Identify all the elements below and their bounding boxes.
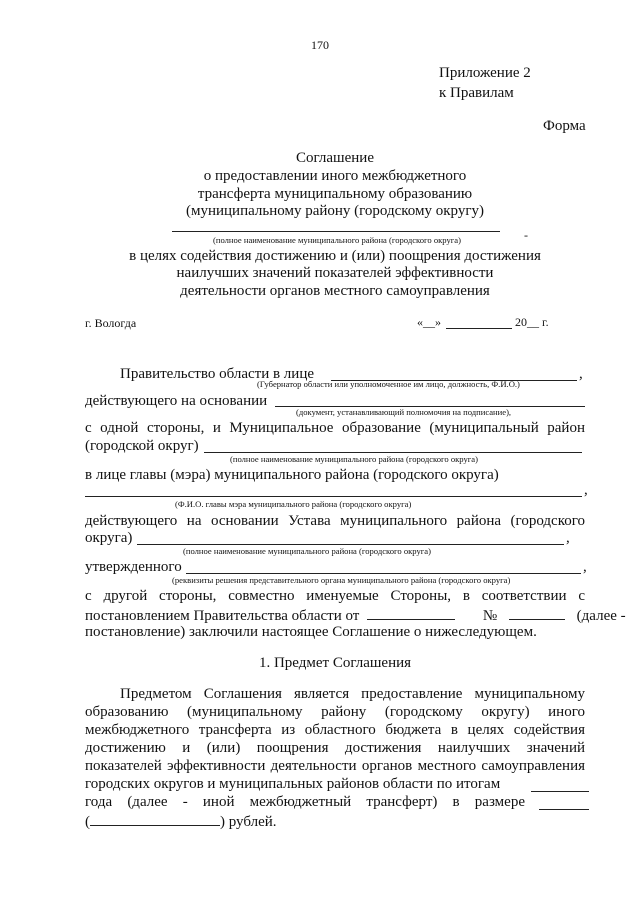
parties-line-2: действующего на основании	[85, 393, 268, 409]
parties-line-11-end: (далее -	[576, 608, 626, 624]
title-caption: (полное наименование муниципального района (городского округа)	[213, 235, 461, 245]
parties-line-8-comma: ,	[566, 530, 570, 546]
title-dash: -	[524, 228, 528, 242]
title-line-7: деятельности органов местного самоуправления	[180, 283, 490, 299]
section-1-line-3: межбюджетного трансферта из областного бюджета в целях содействия	[85, 722, 585, 738]
date-year: 20__ г.	[515, 315, 549, 329]
caption-municipality-1: (полное наименование муниципального района (городского округа)	[230, 454, 478, 464]
date-month-line	[446, 328, 512, 329]
section-1-line-1: Предметом Соглашения является предоставление муниципальному	[120, 686, 585, 702]
section-1-year-blank	[531, 791, 589, 792]
title-line-4: (муниципальному району (городскому округу)	[185, 203, 485, 219]
appendix-line-1: Приложение 2	[439, 65, 531, 81]
caption-governor: (Губернатор области или уполномоченное им лицо, должность, Ф.И.О.)	[257, 379, 520, 389]
amount-words-blank	[90, 812, 220, 826]
parties-line-10: с другой стороны, совместно именуемые Стороны, в соответствии с	[85, 588, 585, 604]
section-1-amount-blank	[539, 809, 589, 810]
date-day: «__»	[417, 315, 441, 329]
parties-line-3: с одной стороны, и Муниципальное образование (муниципальный район	[85, 420, 585, 436]
section-1-line-4: достижению и (или) поощрения достижения наилучших значений	[85, 740, 585, 756]
parties-line-9-comma: ,	[583, 559, 587, 575]
form-label: Форма	[543, 118, 586, 134]
section-1-line-7: года (далее - иной межбюджетный трансферт) в размере	[85, 794, 525, 810]
title-line-1: Соглашение	[296, 150, 374, 166]
section-1-line-5: показателей эффективности деятельности органов местного самоуправления	[85, 758, 585, 774]
title-line-2: о предоставлении иного межбюджетного	[203, 168, 467, 184]
decree-number-blank	[509, 606, 565, 620]
section-1-heading: 1. Предмет Соглашения	[258, 655, 412, 671]
parties-line-9-blank	[186, 573, 581, 574]
parties-line-6-comma: ,	[584, 482, 588, 498]
place: г. Вологда	[85, 316, 137, 330]
title-name-line	[172, 231, 500, 232]
amount-words-close: ) рублей.	[220, 814, 277, 830]
parties-line-8-blank	[137, 544, 564, 545]
title-line-5: в целях содействия достижению и (или) поощрения достижения	[129, 248, 541, 264]
parties-line-1-comma: ,	[579, 366, 583, 382]
decree-date-blank	[367, 606, 455, 620]
parties-line-1: Правительство области в лице	[120, 366, 315, 382]
appendix-line-2: к Правилам	[439, 85, 514, 101]
parties-line-8: округа)	[85, 530, 133, 546]
caption-head-name: (Ф.И.О. главы мэра муниципального района (городского округа)	[175, 499, 412, 509]
decree-number-sign: №	[482, 608, 498, 624]
section-1-line-2: образованию (муниципальному району (городскому округу) иного	[85, 704, 585, 720]
caption-document: (документ, устанавливающий полномочия на подписание),	[296, 407, 512, 417]
parties-line-11	[85, 606, 626, 625]
parties-line-4-blank	[204, 452, 582, 453]
amount-words-open: (	[85, 814, 90, 830]
caption-decision: (реквизиты решения представительного органа муниципального района (городского округа)	[172, 575, 511, 585]
parties-line-4: (городской округ)	[85, 438, 199, 454]
caption-municipality-2: (полное наименование муниципального района (городского округа)	[183, 546, 431, 556]
parties-line-7: действующего на основании Устава муниципального района (городского	[85, 513, 585, 529]
title-line-3: трансферта муниципальному образованию	[197, 186, 473, 202]
parties-line-6-blank	[85, 496, 582, 497]
title-line-6: наилучших значений показателей эффективности	[176, 265, 494, 281]
parties-line-12: постановление) заключили настоящее Соглашение о нижеследующем.	[85, 624, 537, 640]
section-1-line-8	[85, 812, 277, 831]
section-1-line-6: городских округов и муниципальных районов области по итогам	[85, 776, 501, 792]
page-number: 170	[311, 38, 329, 52]
parties-line-9: утвержденного	[85, 559, 182, 575]
parties-line-5: в лице главы (мэра) муниципального района (городского округа)	[85, 467, 499, 483]
parties-line-11-text: постановлением Правительства области от	[85, 608, 360, 624]
